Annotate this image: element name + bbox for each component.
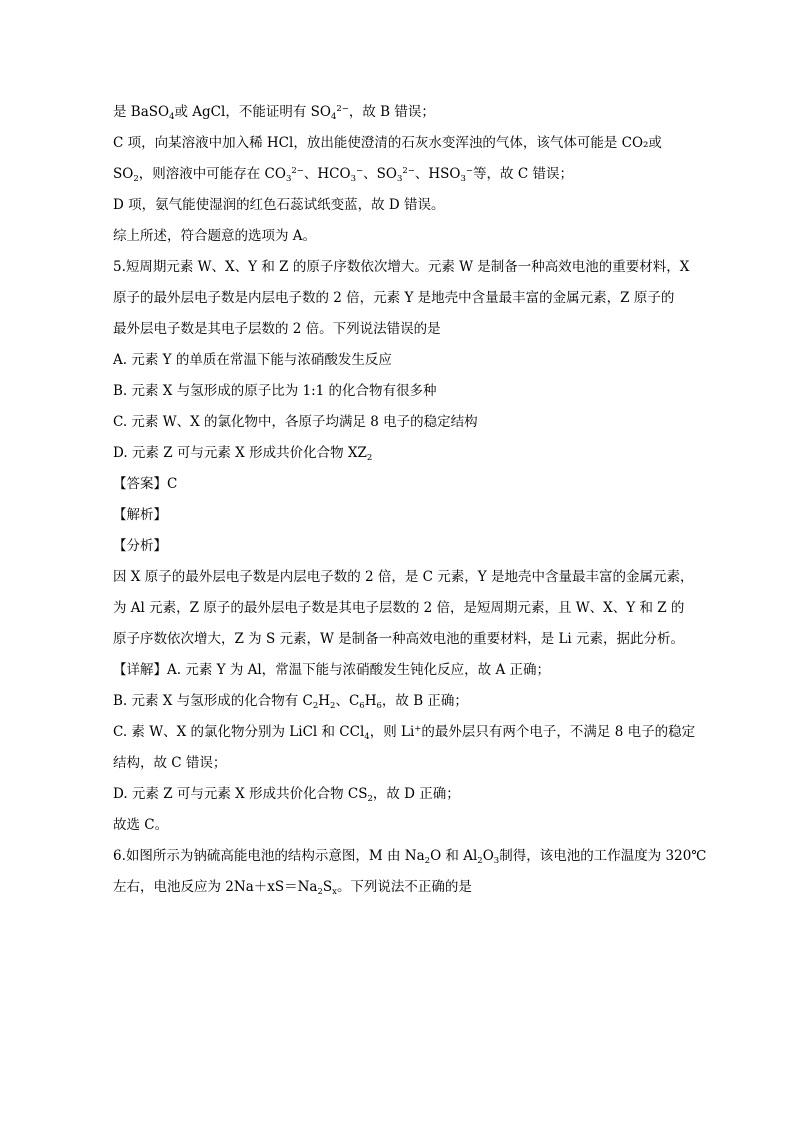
option-d: D. 元素 Z 可与元素 X 形成共价化合物 $XZ_2$: [113, 445, 373, 463]
detail-line-d: D. 元素 Z 可与元素 X 形成共价化合物 $CS_2$，故 D 正确；: [113, 786, 460, 804]
option-b: B. 元素 X 与氢形成的原子比为 1:1 的化合物有很多种: [113, 383, 437, 399]
text-line-4: D 项，氨气能使湿润的红色石蕊试纸变蓝，故 D 错误。: [113, 197, 445, 213]
question-6-stem-line-1: 6.如图所示为钠硫高能电池的结构示意图，M 由 $Na_2O$ 和 $Al_2O_3$制得，该电池的工作温度为 320℃: [113, 848, 707, 866]
conclusion-line: 故选 C。: [113, 817, 169, 833]
text-line-2: C 项，向某溶液中加入稀 HCl，放出能使澄清的石灰水变浑浊的气体，该气体可能是 CO₂或: [113, 135, 662, 151]
option-c: C. 元素 W、X 的氯化物中，各原子均满足 8 电子的稳定结构: [113, 414, 478, 430]
analysis-line-1: 因 X 原子的最外层电子数是内层电子数的 2 倍，是 C 元素，Y 是地壳中含量最丰富的金属元素，: [113, 569, 694, 585]
analysis-line-3: 原子序数依次增大，Z 为 S 元素，W 是制备一种高效电池的重要材料，是 Li 元素，据此分析。: [113, 631, 685, 647]
question-5-stem-line-2: 原子的最外层电子数是内层电子数的 2 倍，元素 Y 是地壳中含量最丰富的金属元素，Z 原子的: [113, 290, 675, 306]
question-5-stem-line-3: 最外层电子数是其电子层数的 2 倍。下列说法错误的是: [113, 321, 441, 337]
breakdown-label: 【分析】: [113, 538, 167, 554]
text-line-1: 是 BaSO$_4$或 AgCl，不能证明有 $SO_4^{2-}$，故 B 错误；: [113, 104, 435, 122]
analysis-line-2: 为 Al 元素，Z 原子的最外层电子数是其电子层数的 2 倍，是短周期元素，且 W、X、Y 和 Z 的: [113, 600, 685, 616]
text-line-5: 综上所述，符合题意的选项为 A。: [113, 228, 317, 244]
answer-label: 【答案】C: [113, 476, 178, 492]
option-a: A. 元素 Y 的单质在常温下能与浓硝酸发生反应: [113, 352, 392, 368]
analysis-label: 【解析】: [113, 507, 167, 523]
question-6-stem-line-2: 左右，电池反应为 $2Na+xS=Na_2S_x$。下列说法不正确的是: [113, 879, 472, 897]
detail-line-b: B. 元素 X 与氢形成的化合物有 $C_2H_2$、$C_6H_6$，故 B 正确；: [113, 693, 468, 711]
text-line-3: $SO_2$，则溶液中可能存在 $CO_3^{2-}$、$HCO_3^-$、$SO_3^{2-}$、$HSO_3^-$等，故 C 错误；: [113, 166, 573, 184]
detail-line-c: C. 素 W、X 的氯化物分别为 LiCl 和 CCl$_4$，则 Li+的最外层只有两个电子，不满足 8 电子的稳定: [113, 724, 696, 742]
question-5-stem-line-1: 5.短周期元素 W、X、Y 和 Z 的原子序数依次增大。元素 W 是制备一种高效电池的重要材料，X: [113, 259, 690, 275]
detail-line-a: 【详解】A. 元素 Y 为 Al，常温下能与浓硝酸发生钝化反应，故 A 正确；: [113, 662, 551, 678]
detail-line-c-cont: 结构，故 C 错误；: [113, 755, 227, 771]
